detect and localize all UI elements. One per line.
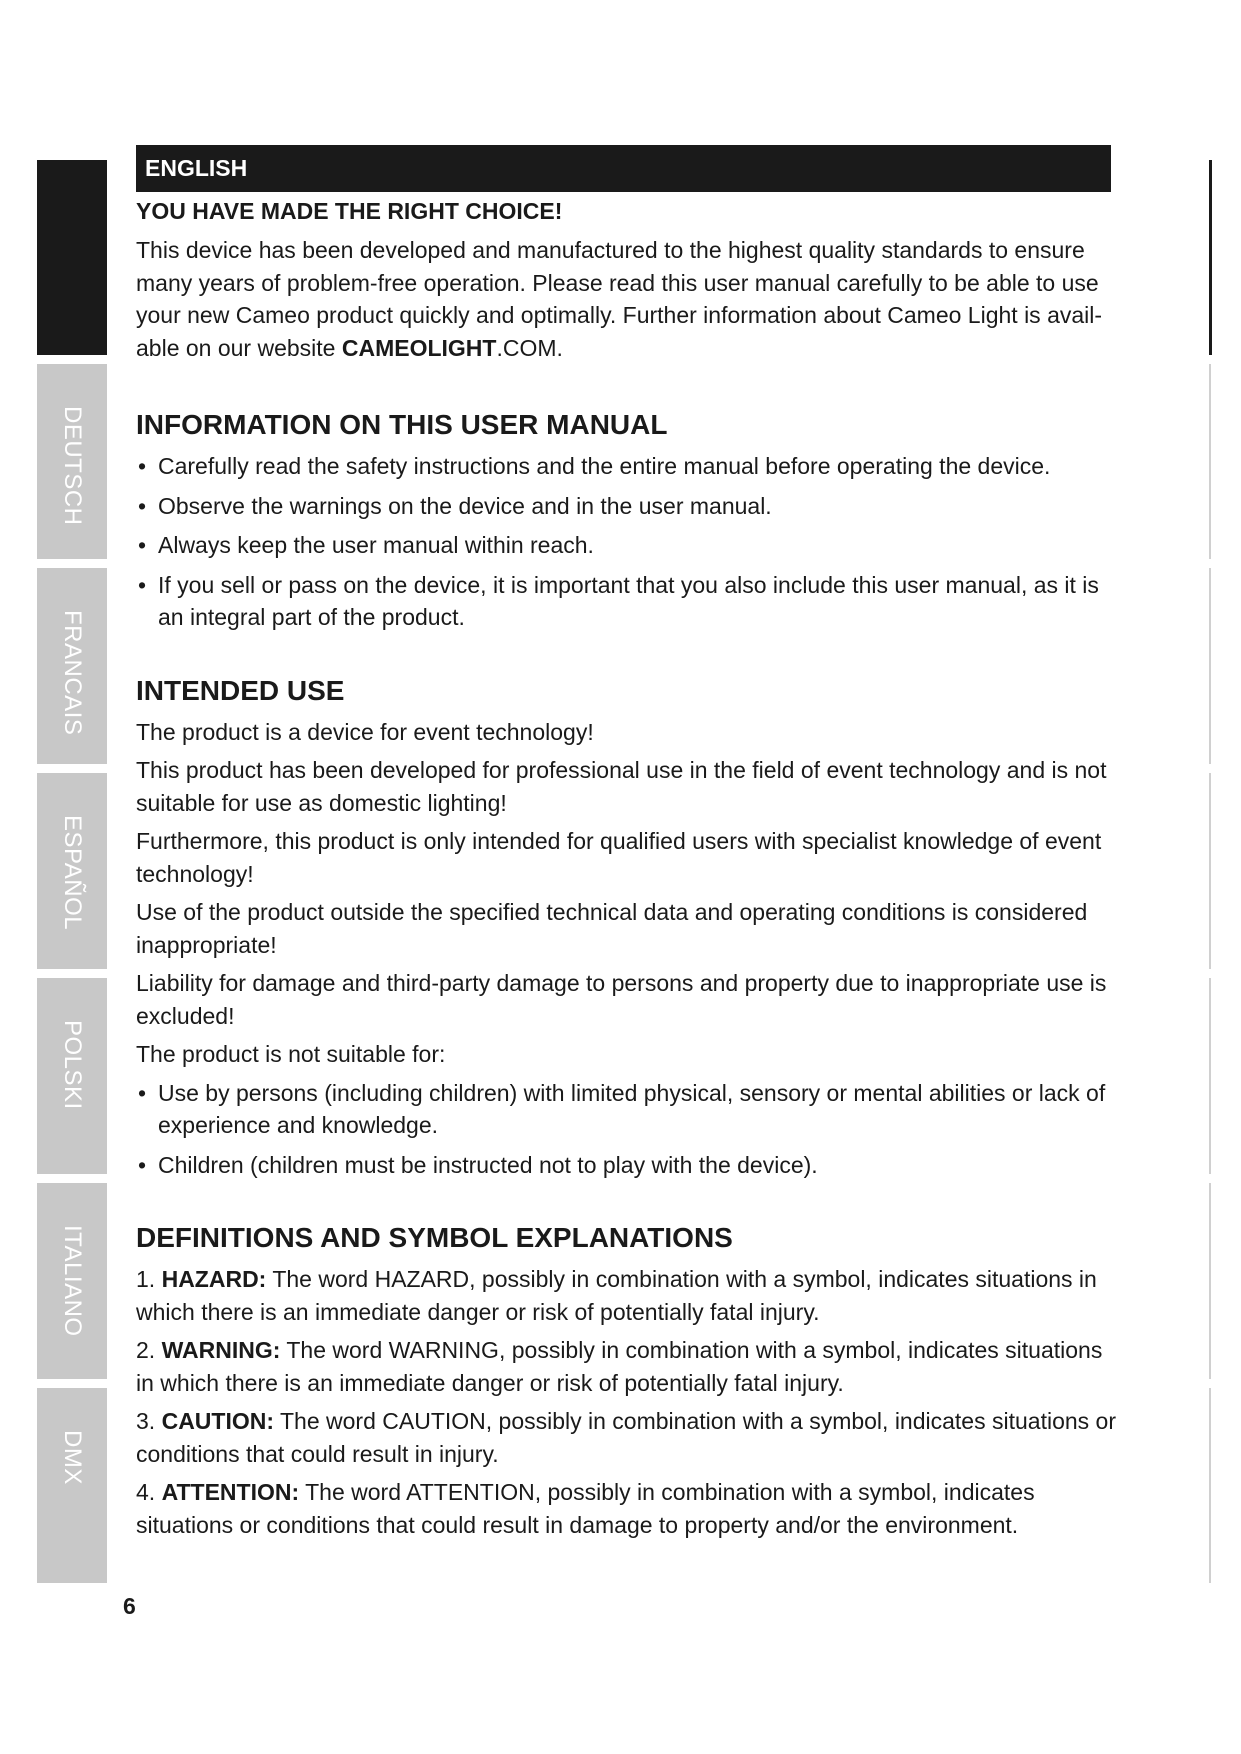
definition-text: The word HAZARD, possibly in combination with a symbol, indicates situations in which there is an immediate danger or risk of potentially fatal injury. (136, 1266, 1097, 1325)
intended-use-paragraph: Use of the product outside the specified technical data and operating conditions is considered inappropriate! (136, 899, 1088, 958)
right-rule-active (1209, 160, 1212, 355)
website-name: CAMEOLIGHT (341, 334, 497, 361)
list-item: • Carefully read the safety instructions and the entire manual before operating the device. (136, 450, 1126, 483)
right-rule (1209, 364, 1211, 559)
definition-term: WARNING: (161, 1337, 281, 1363)
page-number: 6 (123, 1593, 136, 1619)
section-heading-manual-info: INFORMATION ON THIS USER MANUAL (136, 409, 668, 440)
section-heading-definitions: DEFINITIONS AND SYMBOL EXPLANATIONS (136, 1222, 733, 1253)
right-rule (1209, 1183, 1211, 1379)
section-heading-intended-use: INTENDED USE (136, 674, 345, 706)
definition-term: ATTENTION: (161, 1479, 300, 1505)
definition-text: The word WARNING, possibly in combination with a symbol, indicates situations in which there is an immediate danger or risk of potentially fatal injury. (136, 1337, 1103, 1396)
intended-use-paragraph: This product has been developed for professional use in the field of event technology and is not suitable for use as domestic lighting! (136, 757, 1107, 816)
list-item: • Always keep the user manual within reach. (136, 529, 1126, 562)
language-header: ENGLISH (136, 145, 1111, 192)
intro-paragraph (136, 234, 1126, 364)
list-item: • If you sell or pass on the device, it is important that you also include this user manual, as it is an integral part of the product. (136, 569, 1126, 634)
intended-use-paragraph: The product is not suitable for: (136, 1041, 446, 1067)
list-item: • Use by persons (including children) with limited physical, sensory or mental abilities or lack of experience and knowledge. (136, 1077, 1126, 1142)
not-suitable-list (136, 1077, 1126, 1182)
tab-deutsch-label: DEUTSCH (59, 406, 86, 526)
website-suffix: .COM. (496, 334, 563, 361)
right-rule (1209, 978, 1211, 1174)
tab-espanol-label: ESPAÑOL (59, 815, 86, 931)
tab-francais[interactable] (37, 568, 107, 764)
definition-text: The word ATTENTION, possibly in combination with a symbol, indicates situations or conditions that could result in damage to property and/or the environment. (136, 1479, 1035, 1538)
definition-term: CAUTION: (161, 1408, 275, 1434)
definition-text: The word CAUTION, possibly in combination with a symbol, indicates situations or conditions that could result in injury. (136, 1408, 1116, 1467)
definition-item (136, 1334, 1126, 1399)
definition-item (136, 1476, 1126, 1541)
tab-italiano[interactable] (37, 1183, 107, 1379)
intended-use-paragraph: The product is a device for event technology! (136, 718, 594, 745)
page-content (136, 145, 1126, 1547)
manual-info-list (136, 450, 1126, 634)
definition-term: HAZARD: (161, 1266, 267, 1292)
intro-text: This device has been developed and manufactured to the highest quality standards to ensure many years of problem-free operation. Please read this user manual carefully to be able to use your new Cameo product quickly and optimally. Further information about Cameo Light is avail-able on our website (136, 237, 1103, 361)
tab-polski[interactable] (37, 978, 107, 1174)
page-subtitle: YOU HAVE MADE THE RIGHT CHOICE! (136, 198, 563, 224)
right-rule (1209, 1388, 1211, 1583)
list-item: • Observe the warnings on the device and in the user manual. (136, 490, 1126, 523)
definition-number: 2. (136, 1337, 162, 1363)
definition-number: 4. (136, 1479, 162, 1505)
tab-polski-label: POLSKI (59, 1020, 86, 1110)
tab-dmx[interactable] (37, 1388, 107, 1583)
tab-francais-label: FRANCAIS (59, 610, 86, 736)
tab-italiano-label: ITALIANO (59, 1225, 86, 1337)
definition-item (136, 1405, 1126, 1470)
tab-deutsch[interactable] (37, 364, 107, 559)
tab-english[interactable] (37, 160, 107, 355)
list-item: • Children (children must be instructed not to play with the device). (136, 1149, 1126, 1182)
intended-use-paragraph: Liability for damage and third-party damage to persons and property due to inappropriate use is excluded! (136, 970, 1107, 1029)
definition-number: 1. (136, 1266, 162, 1292)
right-rule (1209, 568, 1211, 764)
definition-item (136, 1263, 1126, 1328)
intended-use-paragraph: Furthermore, this product is only intended for qualified users with specialist knowledge of event technology! (136, 828, 1102, 887)
tab-espanol[interactable] (37, 773, 107, 969)
definition-number: 3. (136, 1408, 162, 1434)
tab-dmx-label: DMX (59, 1430, 86, 1485)
right-rule (1209, 773, 1211, 969)
